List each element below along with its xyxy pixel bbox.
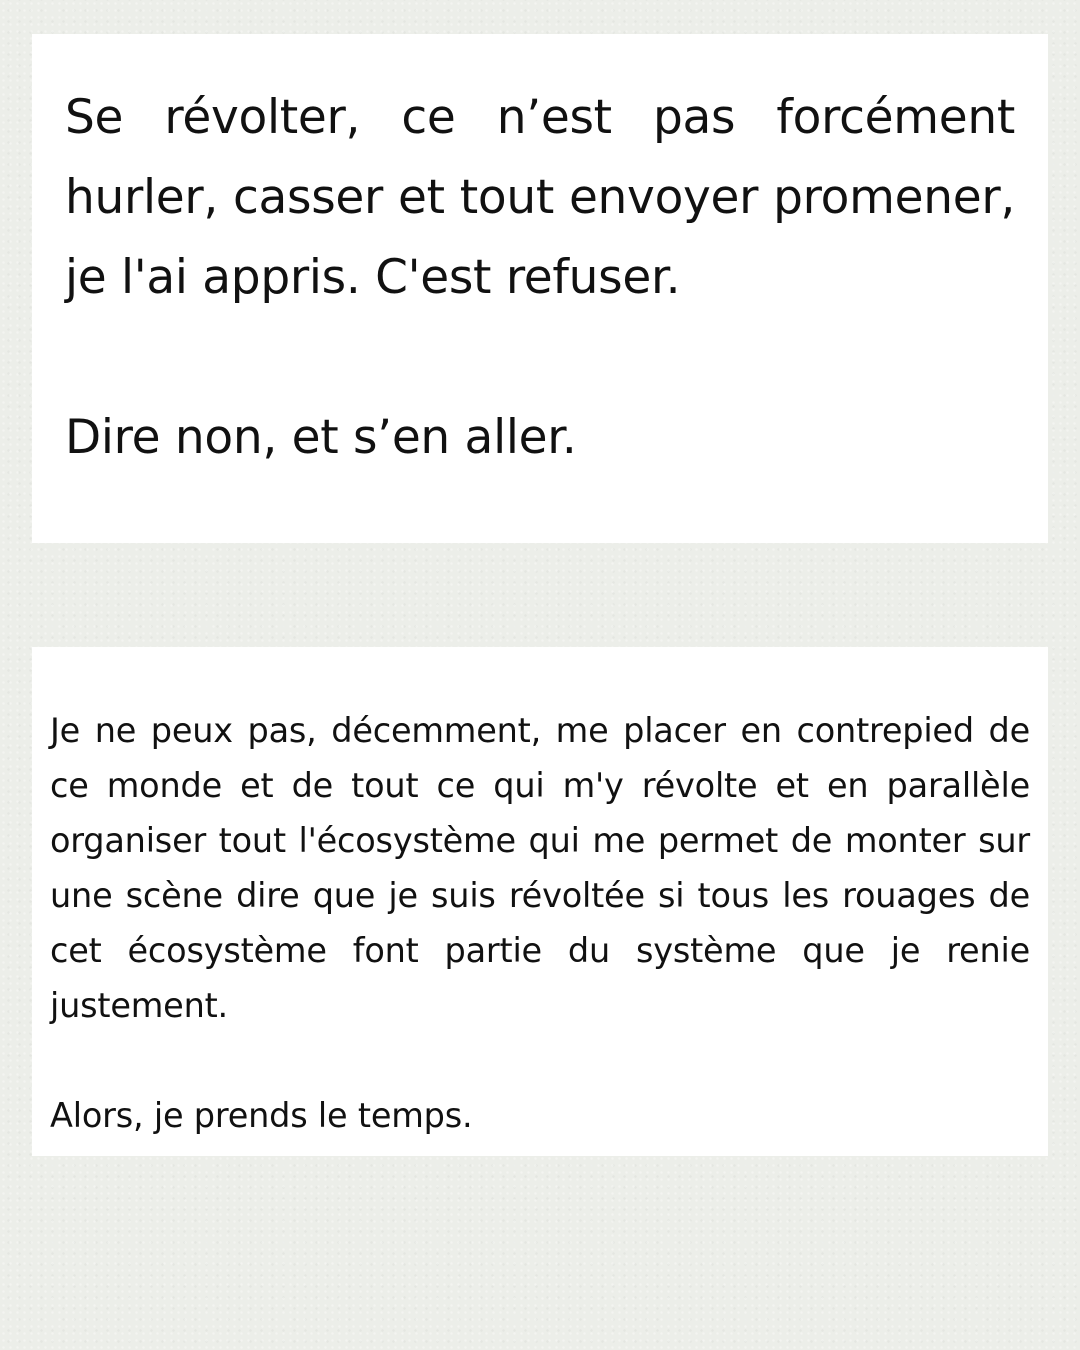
body-paragraph-1: Je ne peux pas, décemment, me placer en contrepied de ce monde et de tout ce qui m'y révolte et en parallèle organiser tout l'écosystème qui me permet de monter sur une scène dire que je suis révoltée si tous les rouages de cet écosystème font partie du système que je renie justement. — [50, 711, 1030, 1025]
quote-card — [32, 34, 1048, 543]
quote-paragraph-1: Se révolter, ce n’est pas forcément hurler, casser et tout envoyer promener, je l'ai appris. C'est refuser. — [65, 90, 1015, 305]
body-card — [32, 647, 1048, 1156]
quote-paragraph-2: Dire non, et s’en aller. — [65, 410, 577, 465]
body-paragraph-2: Alors, je prends le temps. — [50, 1096, 473, 1135]
